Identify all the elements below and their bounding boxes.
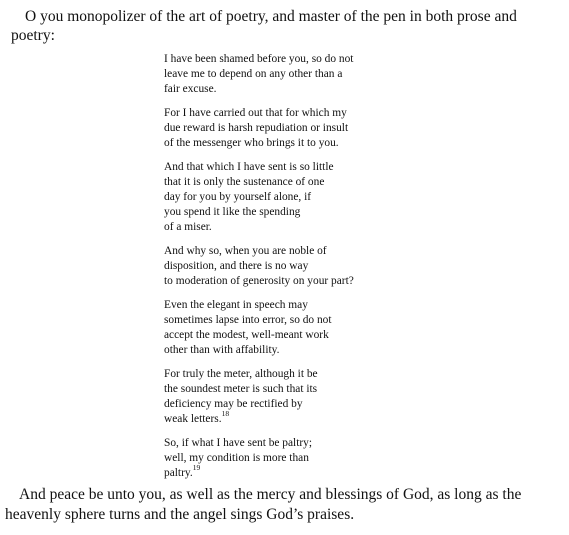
poem-line: disposition, and there is no way <box>164 260 309 272</box>
poem-line: deficiency may be rectified by <box>164 398 303 410</box>
poem-line: other than with affability. <box>164 344 280 356</box>
poem-line-text: paltry. <box>164 467 193 479</box>
poem-line: the soundest meter is such that its <box>164 383 318 395</box>
poem-line: that it is only the sustenance of one <box>164 176 325 188</box>
poem-line: leave me to depend on any other than a <box>164 68 343 80</box>
poem-line <box>164 463 424 481</box>
poem-line: For I have carried out that for which my <box>164 107 347 119</box>
poem-line: I have been shamed before you, so do not <box>164 53 354 65</box>
poem-line <box>164 409 424 427</box>
poem-line: to moderation of generosity on your part? <box>164 275 354 287</box>
footnote-marker: 18 <box>221 409 230 419</box>
intro-paragraph: O you monopolizer of the art of poetry, and master of the pen in both prose and poetry: <box>11 8 517 44</box>
poem-line: sometimes lapse into error, so do not <box>164 314 332 326</box>
poem-line: you spend it like the spending <box>164 206 301 218</box>
poem-line: So, if what I have sent be paltry; <box>164 437 313 449</box>
poem-stanza <box>164 436 424 481</box>
poem-line: well, my condition is more than <box>164 452 309 464</box>
poem-line: For truly the meter, although it be <box>164 368 318 380</box>
poem-line: due reward is harsh repudiation or insult <box>164 122 349 134</box>
poem-stanza <box>164 160 424 235</box>
poem-line: And why so, when you are noble of <box>164 245 327 257</box>
poem-stanza <box>164 244 424 289</box>
poem-line: Even the elegant in speech may <box>164 299 308 311</box>
poem <box>164 52 424 490</box>
poem-line: And that which I have sent is so little <box>164 161 334 173</box>
poem-line: accept the modest, well-meant work <box>164 329 329 341</box>
poem-line: day for you by yourself alone, if <box>164 191 312 203</box>
poem-line: fair excuse. <box>164 83 217 95</box>
footnote-marker: 19 <box>192 463 201 473</box>
poem-stanza <box>164 106 424 151</box>
poem-line: of a miser. <box>164 221 212 233</box>
poem-stanza <box>164 298 424 358</box>
closing-paragraph: And peace be unto you, as well as the mercy and blessings of God, as long as the heavenly sphere turns and the angel sings God’s praises. <box>5 486 522 523</box>
poem-line: of the messenger who brings it to you. <box>164 137 339 149</box>
poem-line-text: weak letters. <box>164 413 222 425</box>
poem-stanza <box>164 52 424 97</box>
poem-stanza <box>164 367 424 427</box>
